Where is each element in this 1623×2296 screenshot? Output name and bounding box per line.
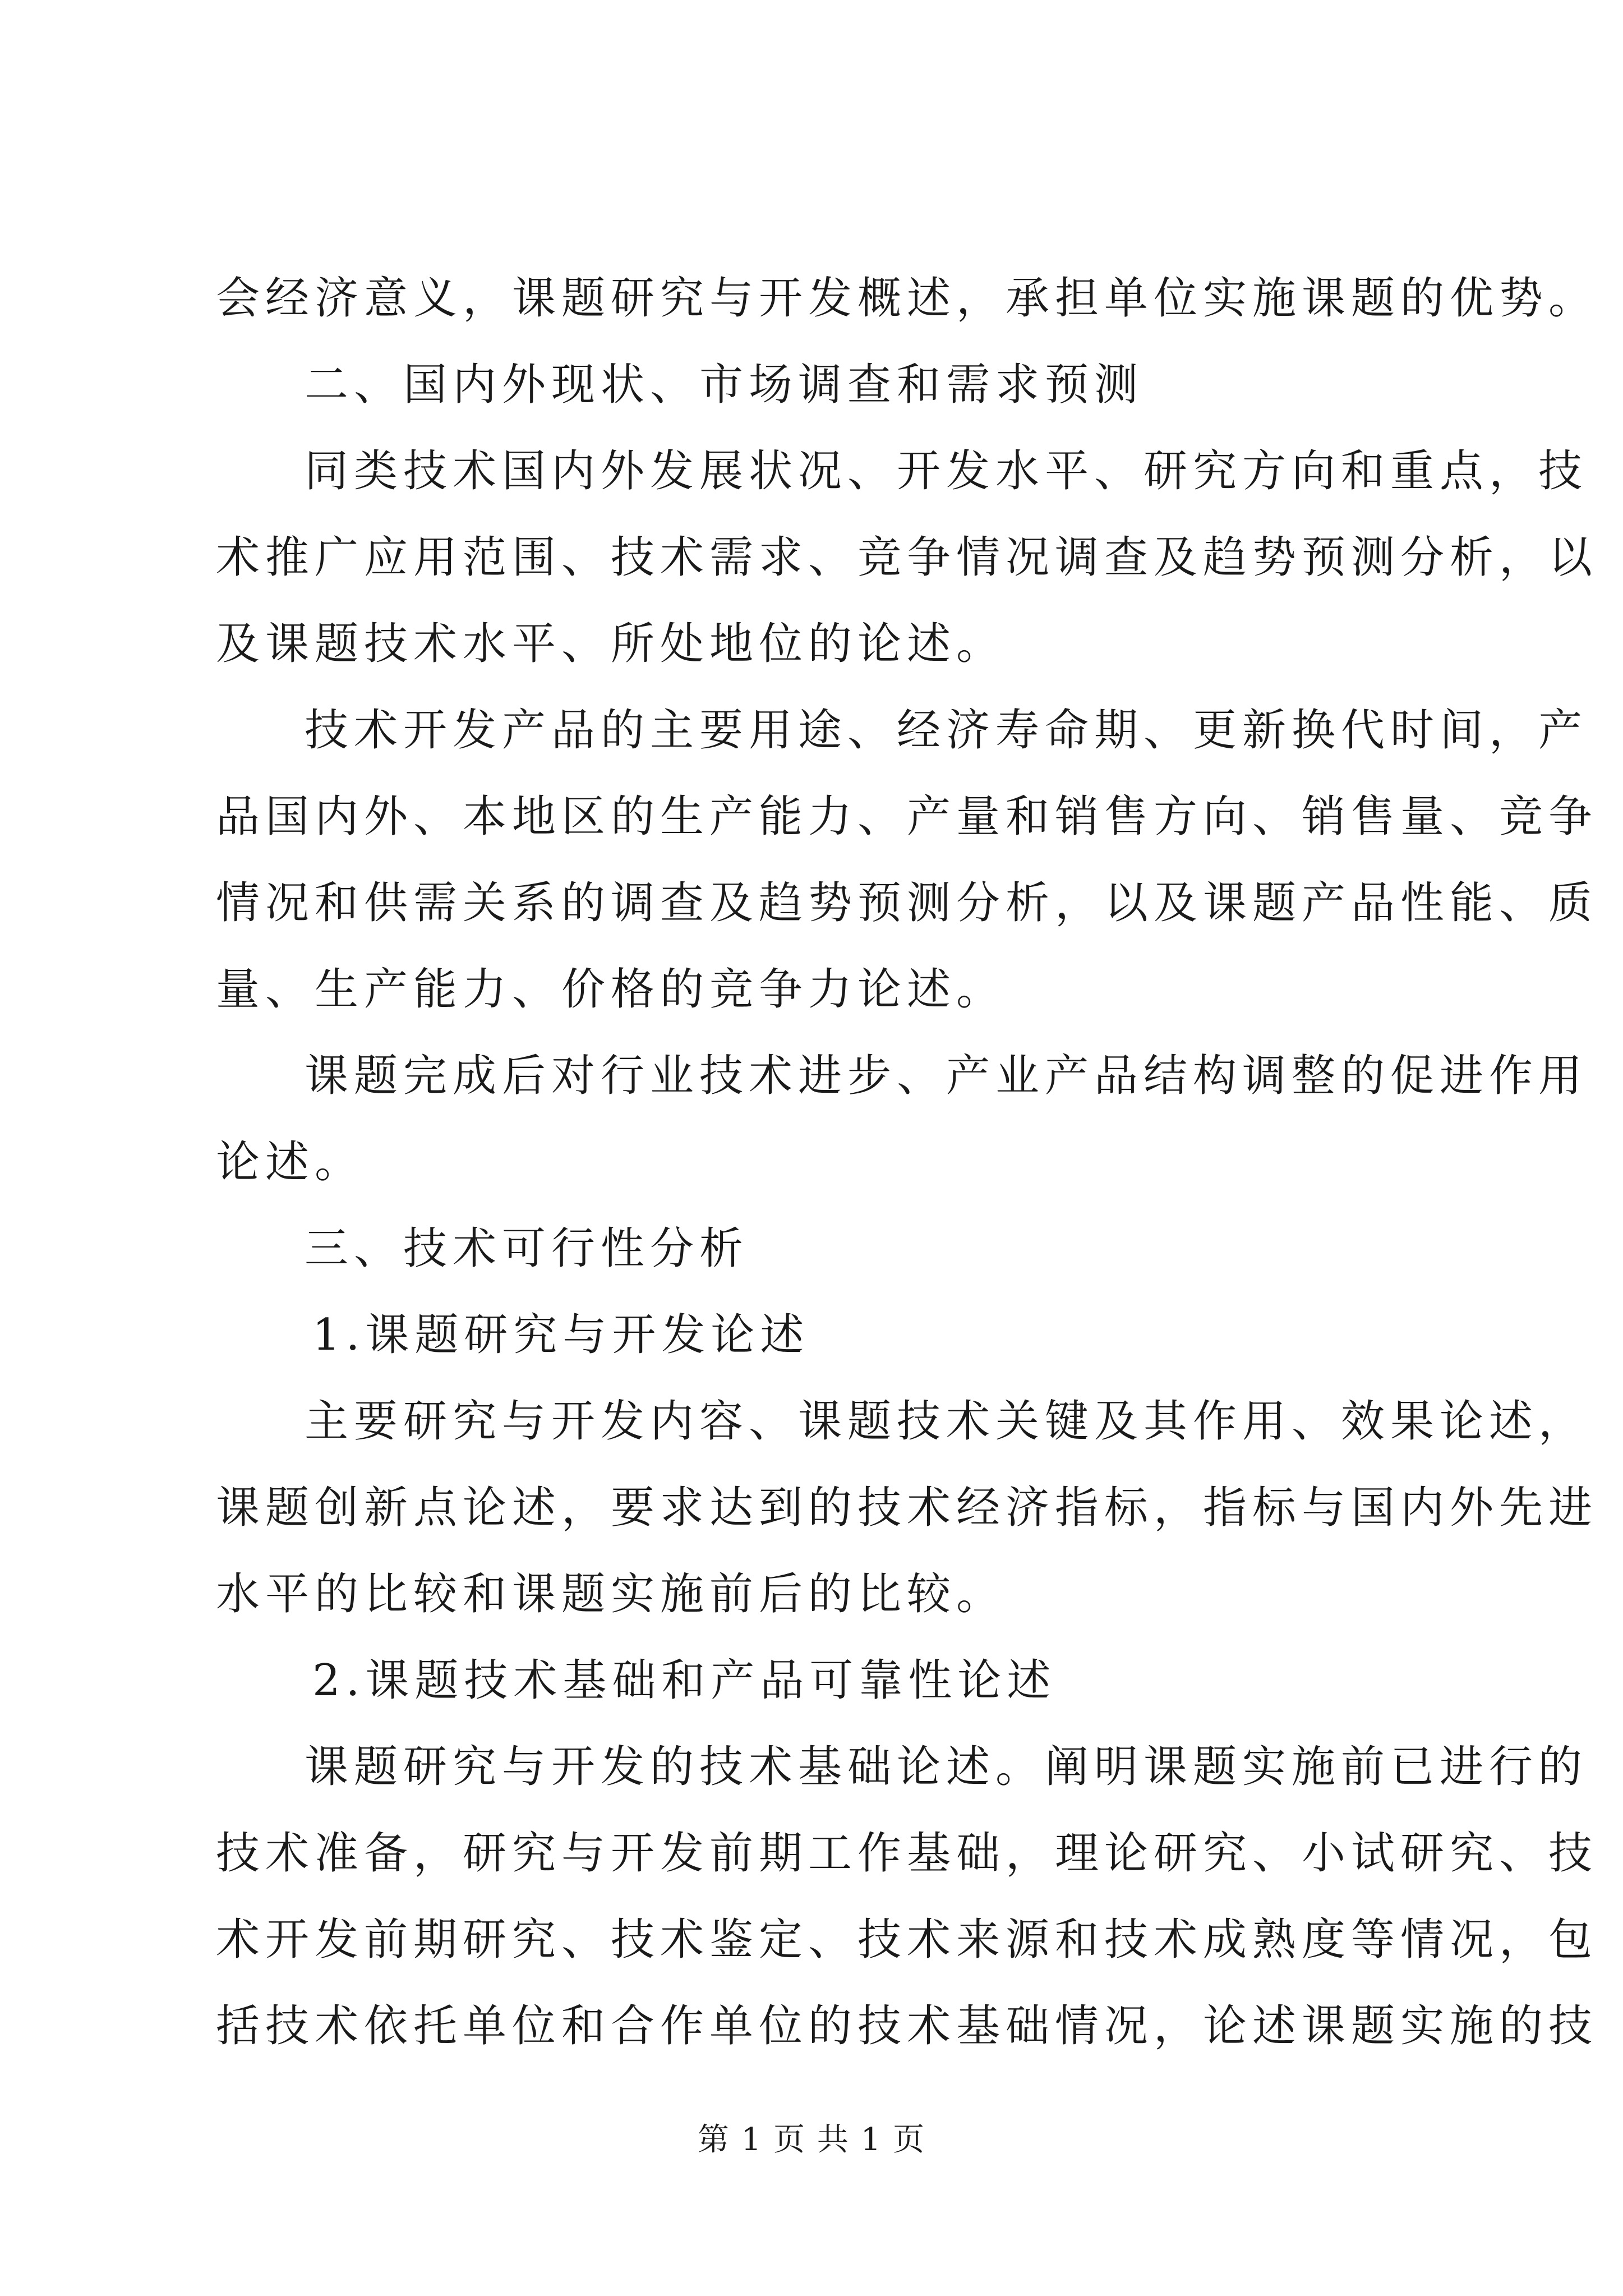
page-footer: 第 1 页 共 1 页 xyxy=(697,2122,926,2158)
section-heading-3: 三、技术可行性分析 xyxy=(305,1223,749,1274)
paragraph-line: 术推广应用范围、技术需求、竞争情况调查及趋势预测分析，以 xyxy=(216,532,1598,583)
paragraph-line: 品国内外、本地区的生产能力、产量和销售方向、销售量、竞争 xyxy=(216,792,1598,842)
document-body xyxy=(216,255,1598,2069)
subsection-heading-1: 1.课题研究与开发论述 xyxy=(312,1310,810,1360)
section-heading-2: 二、国内外现状、市场调查和需求预测 xyxy=(305,360,1144,410)
paragraph-line: 及课题技术水平、所处地位的论述。 xyxy=(216,619,1006,669)
paragraph-line: 同类技术国内外发展状况、开发水平、研究方向和重点，技 xyxy=(305,446,1588,496)
paragraph-line: 水平的比较和课题实施前后的比较。 xyxy=(216,1569,1006,1619)
paragraph-line: 技术准备，研究与开发前期工作基础，理论研究、小试研究、技 xyxy=(216,1828,1598,1879)
paragraph-line: 情况和供需关系的调查及趋势预测分析，以及课题产品性能、质 xyxy=(216,878,1598,928)
paragraph-line: 术开发前期研究、技术鉴定、技术来源和技术成熟度等情况，包 xyxy=(216,1915,1598,1965)
paragraph-line: 括技术依托单位和合作单位的技术基础情况，论述课题实施的技 xyxy=(216,2001,1598,2051)
paragraph-line: 课题创新点论述，要求达到的技术经济指标，指标与国内外先进 xyxy=(216,1483,1598,1533)
paragraph-line-continuation: 会经济意义，课题研究与开发概述，承担单位实施课题的优势。 xyxy=(216,273,1598,324)
paragraph-line: 课题研究与开发的技术基础论述。阐明课题实施前已进行的 xyxy=(305,1742,1588,1792)
paragraph-line: 量、生产能力、价格的竞争力论述。 xyxy=(216,964,1006,1015)
paragraph-line: 主要研究与开发内容、课题技术关键及其作用、效果论述， xyxy=(305,1396,1588,1447)
subsection-heading-2: 2.课题技术基础和产品可靠性论述 xyxy=(312,1655,1057,1706)
paragraph-line: 技术开发产品的主要用途、经济寿命期、更新换代时间，产 xyxy=(305,705,1588,756)
paragraph-line: 课题完成后对行业技术进步、产业产品结构调整的促进作用 xyxy=(305,1051,1588,1101)
paragraph-line: 论述。 xyxy=(216,1137,365,1188)
